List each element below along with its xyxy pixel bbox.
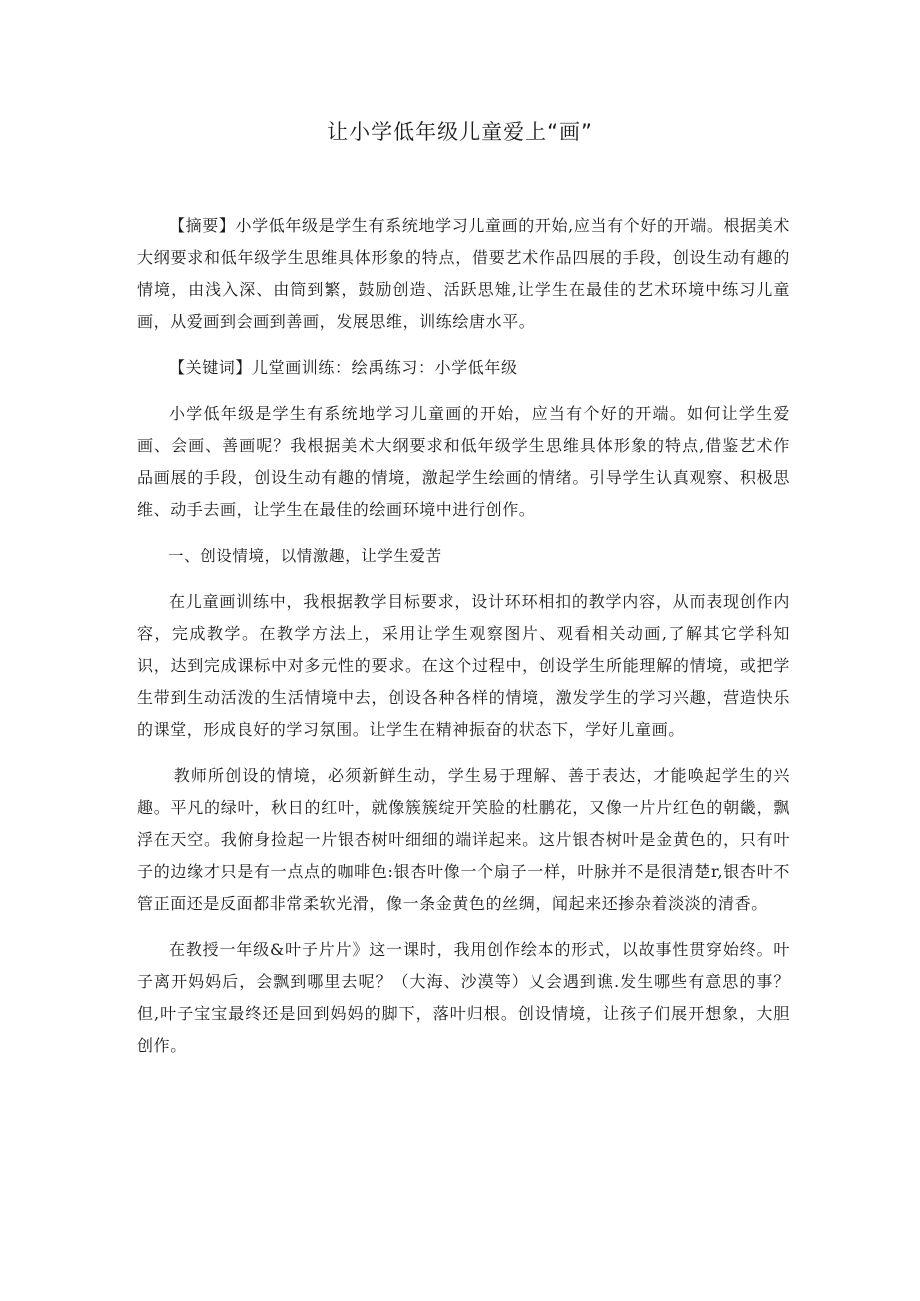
body-paragraph: 在儿童画训练中，我根据教学目标要求，设计环环相扣的教学内容，从而表现创作内容，完成教学。在教学方法上，采用让学生观察图片、观看相关动画,了解其它学科知识，达到完成课标中对多元性的要求。在这个过程中，创设学生所能理解的情境，或把学生带到生动活泼的生活情境中去，创设各种各样的情境，激发学生的学习兴趣，营造快乐的课堂，形成良好的学习氛围。让学生在精神振奋的状态下，学好儿童画。	[137, 592, 790, 739]
document-body	[137, 210, 790, 1076]
intro-paragraph: 小学低年级是学生有系统地学习儿童画的开始，应当有个好的开端。如何让学生爱画、会画、善画呢？我根据美术大纲要求和低年级学生思维具体形象的特点,借鉴艺术作品画展的手段，创设生动有趣的情境，激起学生绘画的情绪。引导学生认真观察、积极思维、动手去画，让学生在最佳的绘画环境中进行创作。	[137, 404, 790, 519]
keywords-paragraph: 【关键词】儿堂画训练：绘禹练习：小学低年级	[169, 358, 518, 377]
abstract-paragraph: 【摘要】小学低年级是学生有系统地学习儿童画的开始,应当有个好的开端。根据美术大纲要求和低年级学生思维具体形象的特点，借要艺术作品四展的手段，创设生动有趣的情境，由浅入深、由筒到繁，鼓励创造、活跃思雉,让学生在最佳的艺术环境中练习儿童画，从爱画到会画到善画，发展思维，训练绘唐水平。	[137, 216, 790, 331]
body-paragraph: 在教授一年级&叶子片片》这一课时，我用创作绘本的形式，以故事性贯穿始终。叶子离开妈妈后，会飘到哪里去呢？（大海、沙漠等）乂会遇到谯.发生哪些有意思的事？但,叶子宝宝最终还是回到妈妈的脚下，落叶归根。创设情境，让孩子们展开想象，大胆创作。	[137, 940, 790, 1055]
section-heading: 一、创设情境，以情激趣，让学生爱苦	[168, 547, 442, 565]
document-title: 让小学低年级儿童爱上“画”	[327, 120, 593, 144]
body-paragraph: 教师所创设的情境，必须新鲜生动，学生易于理解、善于表达，才能唤起学生的兴趣。平凡的绿叶，秋日的红叶，就像簇簇绽开笑脸的杜鹏花，又像一片片红色的朝畿，飘浮在天空。我俯身捡起一片银杏树叶细细的端详起来。这片银杏树叶是金黄色的，只有叶子的边缘才只是有一点点的咖啡色:银杏叶像一个扇子一样，叶脉并不是很清楚r,银杏叶不管正面还是反面都非常柔软光滑，像一条金黄色的丝绸，闻起来还掺杂着淡淡的清香。	[137, 766, 790, 913]
